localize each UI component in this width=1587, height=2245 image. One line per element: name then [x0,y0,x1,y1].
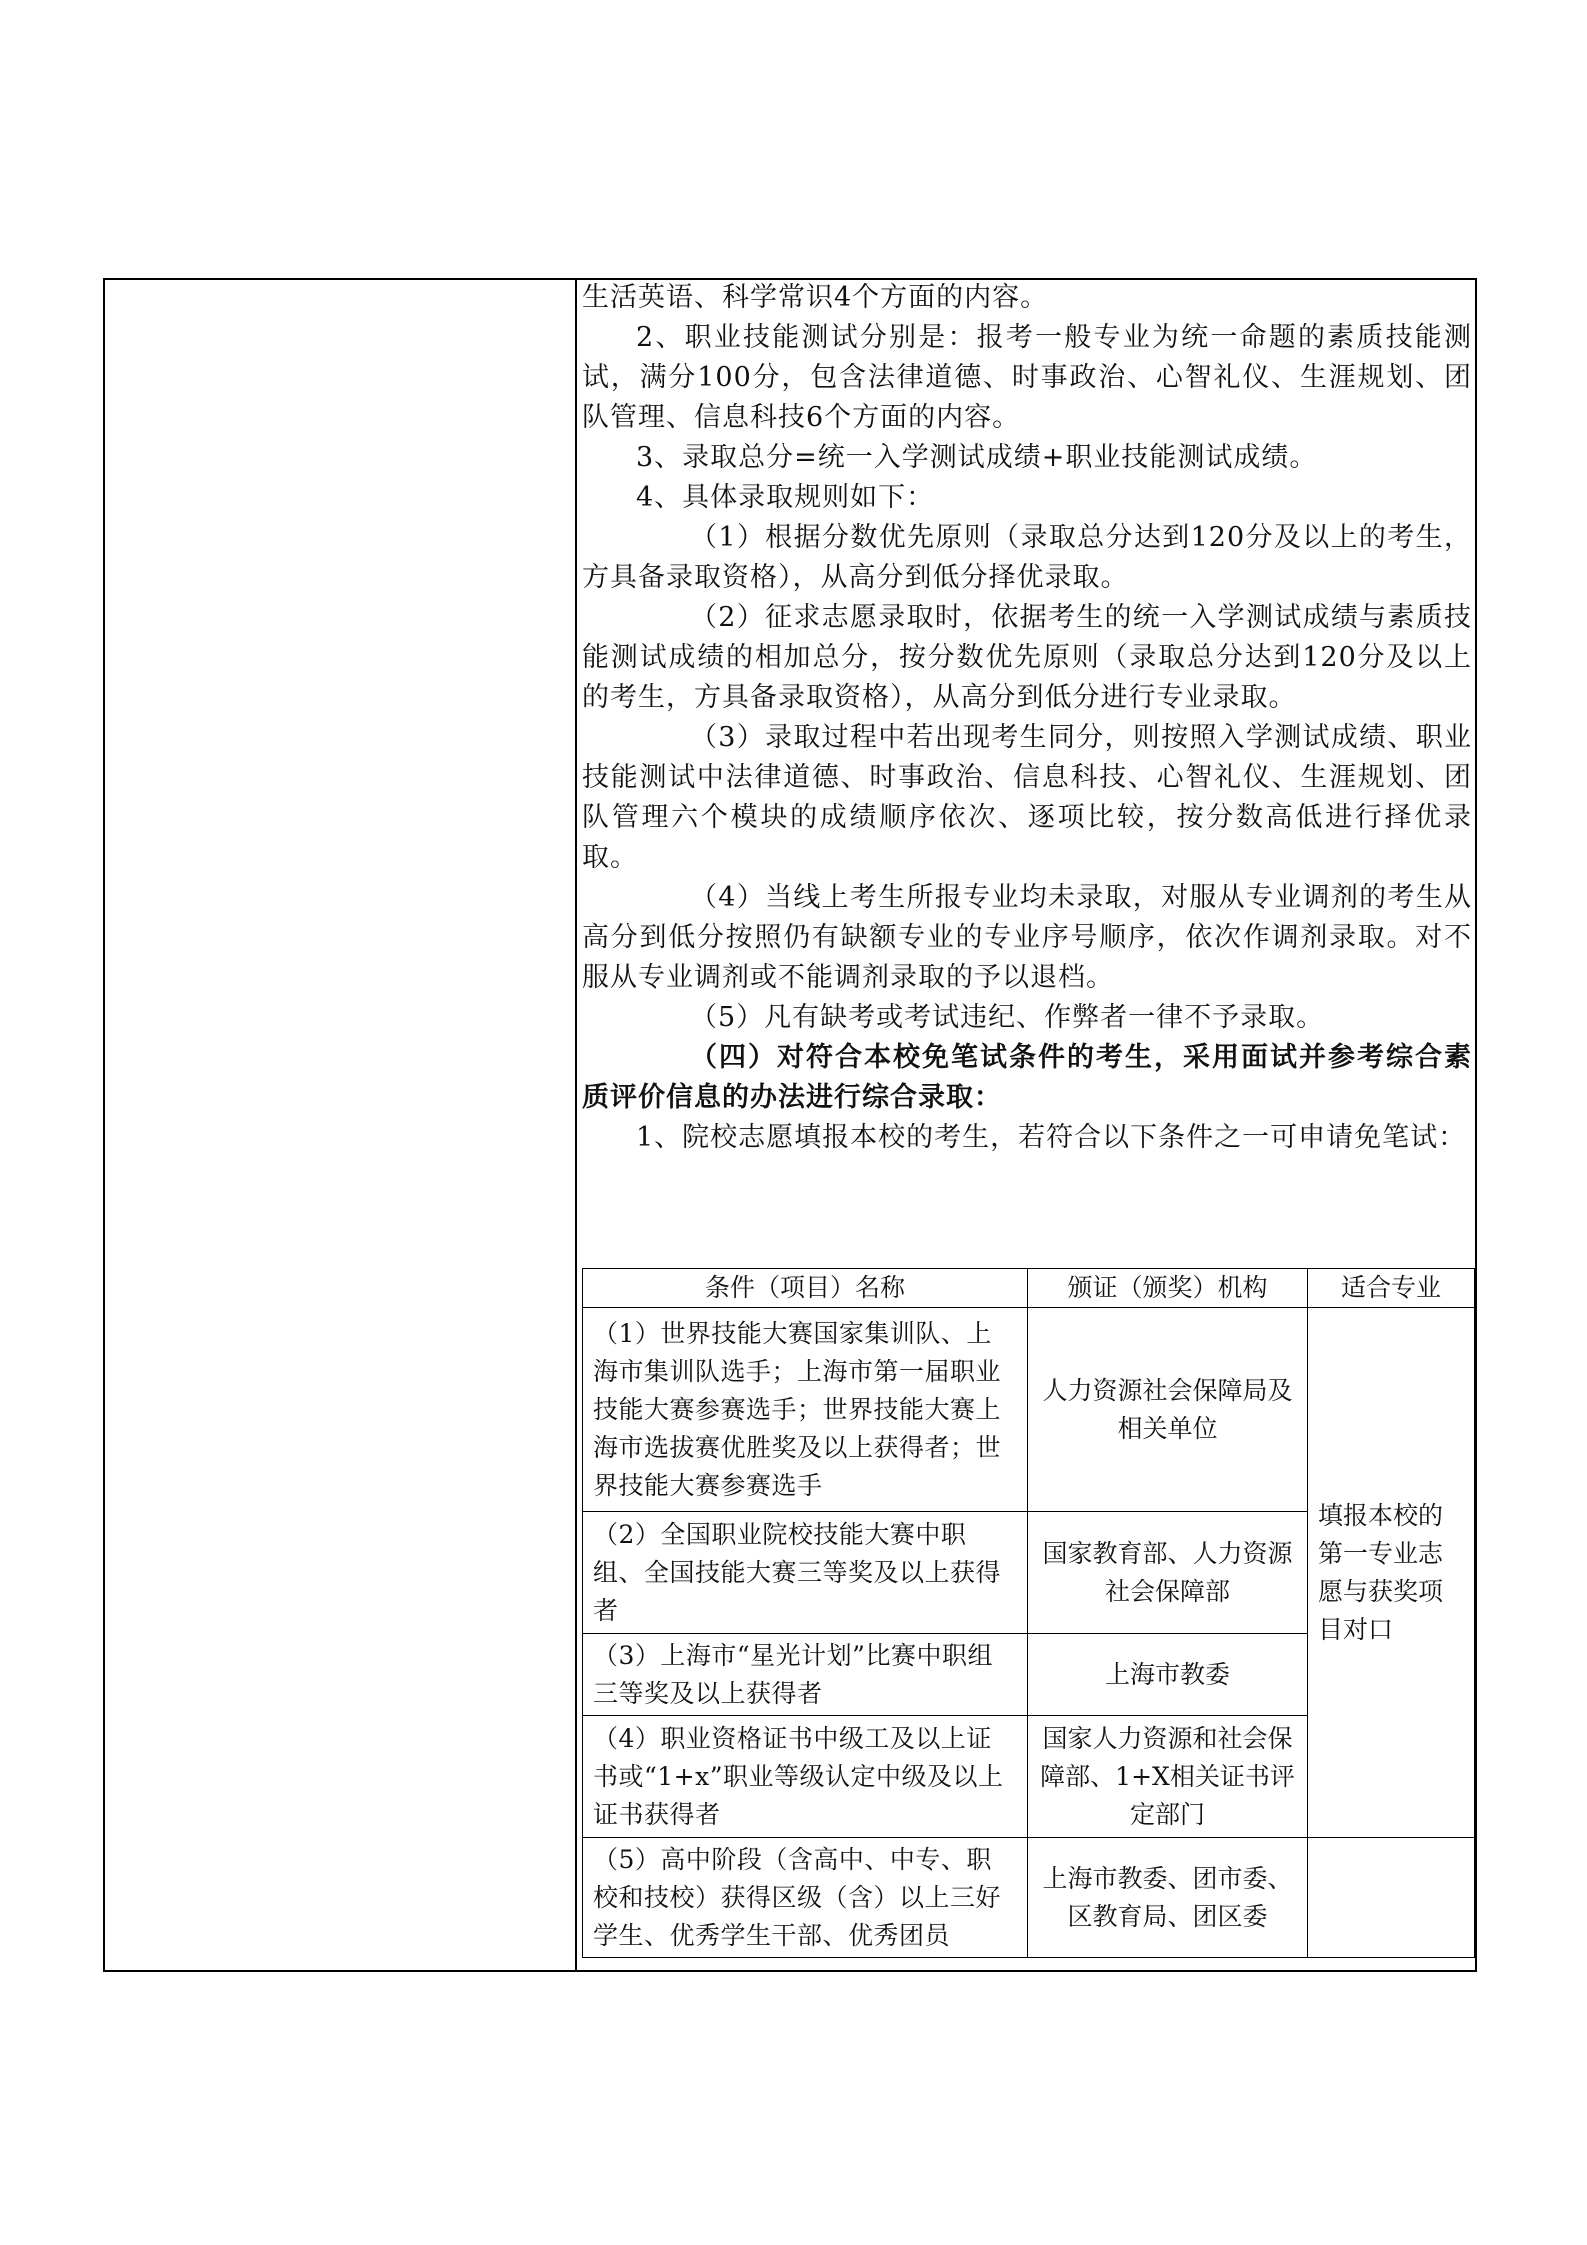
table-row [583,1838,1475,1958]
header-issuing-org: 颁证（颁奖）机构 [1028,1269,1308,1308]
table-header-row [583,1269,1475,1308]
condition-cell: （4）职业资格证书中级工及以上证书或“1+x”职业等级认定中级及以上证书获得者 [583,1716,1028,1838]
condition-cell: （1）世界技能大赛国家集训队、上海市集训队选手；上海市第一届职业技能大赛参赛选手；世界技能大赛上海市选拔赛优胜奖及以上获得者；世界技能大赛参赛选手 [583,1308,1028,1512]
paragraph-rule-5: （5）凡有缺考或考试违纪、作弊者一律不予录取。 [690,1002,1325,1033]
column-divider [575,278,577,1972]
condition-cell: （3）上海市“星光计划”比赛中职组三等奖及以上获得者 [583,1634,1028,1716]
exemption-conditions-table [582,1268,1475,1958]
paragraph-continuation: 生活英语、科学常识4个方面的内容。 [582,282,1049,313]
condition-cell: （5）高中阶段（含高中、中专、职校和技校）获得区级（含）以上三好学生、优秀学生干部、优秀团员 [583,1838,1028,1958]
major-cell-last [1308,1838,1475,1958]
org-cell: 上海市教委 [1028,1634,1308,1716]
paragraph-rule-1: （1）根据分数优先原则（录取总分达到120分及以上的考生，方具备录取资格），从高分到低分择优录取。 [582,522,1472,593]
header-condition-name: 条件（项目）名称 [583,1269,1028,1308]
org-cell: 人力资源社会保障局及相关单位 [1028,1308,1308,1512]
paragraph-rules-heading: 4、具体录取规则如下： [636,482,935,513]
org-cell: 国家教育部、人力资源社会保障部 [1028,1512,1308,1634]
paragraph-skill-test: 2、职业技能测试分别是：报考一般专业为统一命题的素质技能测试，满分100分，包含法律道德、时事政治、心智礼仪、生涯规划、团队管理、信息科技6个方面的内容。 [582,322,1472,433]
paragraph-rule-4: （4）当线上考生所报专业均未录取，对服从专业调剂的考生从高分到低分按照仍有缺额专业的专业序号顺序，依次作调剂录取。对不服从专业调剂或不能调剂录取的予以退档。 [582,882,1472,993]
paragraph-total-score: 3、录取总分=统一入学测试成绩+职业技能测试成绩。 [636,442,1318,473]
section-heading-exempt: （四）对符合本校免笔试条件的考生，采用面试并参考综合素质评价信息的办法进行综合录取： [582,1042,1472,1113]
condition-cell: （2）全国职业院校技能大赛中职组、全国技能大赛三等奖及以上获得者 [583,1512,1028,1634]
content-column [582,278,1472,1158]
major-cell-merged: 填报本校的第一专业志愿与获奖项目对口 [1308,1308,1475,1838]
header-suitable-major: 适合专业 [1308,1269,1475,1308]
paragraph-rule-2: （2）征求志愿录取时，依据考生的统一入学测试成绩与素质技能测试成绩的相加总分，按分数优先原则（录取总分达到120分及以上的考生，方具备录取资格），从高分到低分进行专业录取。 [582,602,1472,713]
org-cell: 国家人力资源和社会保障部、1+X相关证书评定部门 [1028,1716,1308,1838]
table-row [583,1308,1475,1512]
org-cell: 上海市教委、团市委、区教育局、团区委 [1028,1838,1308,1958]
paragraph-exempt-conditions: 1、院校志愿填报本校的考生，若符合以下条件之一可申请免笔试： [636,1122,1467,1153]
paragraph-rule-3: （3）录取过程中若出现考生同分，则按照入学测试成绩、职业技能测试中法律道德、时事政治、信息科技、心智礼仪、生涯规划、团队管理六个模块的成绩顺序依次、逐项比较，按分数高低进行择优录取。 [582,722,1472,873]
